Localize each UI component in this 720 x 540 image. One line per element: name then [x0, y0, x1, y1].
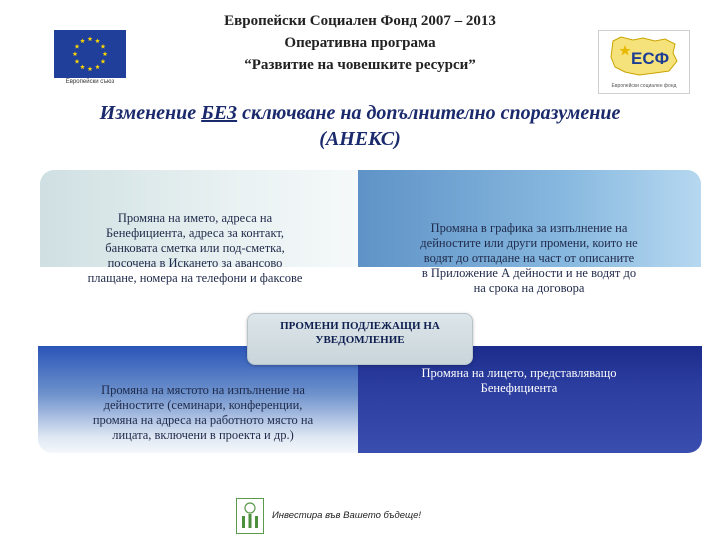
text-line: дейностите (семинари, конференции,	[103, 398, 303, 412]
title-part-2: сключване на допълнително споразумение	[237, 102, 621, 124]
center-line-1: ПРОМЕНИ ПОДЛЕЖАЩИ НА	[280, 320, 440, 332]
text-line: плащане, номера на телефони и факсове	[87, 271, 303, 285]
text-line: Бенефициента	[480, 381, 558, 395]
slide-title-line-1	[20, 100, 700, 126]
text-line: промяна на адреса на работното място на	[92, 413, 314, 427]
eu-star-icon	[75, 59, 80, 64]
esf-logo-text: ЕСФ	[631, 49, 670, 68]
text-line: посочена в Искането за авансово	[107, 256, 283, 270]
text-line: Промяна на мястото на изпълнение на	[101, 383, 305, 397]
eu-star-icon	[88, 66, 93, 71]
title-part-1: Изменение	[99, 102, 202, 124]
eu-star-icon	[95, 64, 100, 69]
header-line-3: “Развитие на човешките ресурси”	[244, 57, 476, 73]
eu-star-icon	[95, 38, 100, 43]
eu-star-icon	[75, 44, 80, 49]
eu-star-icon	[103, 51, 108, 56]
eu-star-icon	[80, 64, 85, 69]
eu-logo	[54, 30, 126, 88]
header-line-2: Оперативна програма	[284, 35, 436, 51]
text-line: Промяна на лицето, представляващо	[421, 366, 617, 380]
center-line-2: УВЕДОМЛЕНИЕ	[315, 334, 405, 346]
text-line: в Приложение А дейности и не водят до	[421, 266, 637, 280]
text-line: водят до отпадане на част от описаните	[423, 251, 635, 265]
center-box-text	[247, 319, 473, 347]
eu-flag-icon	[54, 30, 126, 78]
esf-logo	[598, 30, 690, 94]
title-underlined-word: БЕЗ	[201, 102, 238, 124]
eu-logo-caption: Европейски съюз	[65, 79, 115, 85]
eu-star-icon	[80, 38, 85, 43]
hrd-programme-logo-icon	[236, 498, 264, 534]
slide-title	[20, 100, 700, 152]
text-line: Промяна в графика за изпълнение на	[430, 221, 628, 235]
esf-logo-icon	[599, 31, 689, 83]
text-line: банковата сметка или под-сметка,	[105, 241, 285, 255]
footer-slogan: Инвестира във Вашето бъдеще!	[272, 510, 422, 521]
eu-star-icon	[88, 36, 93, 41]
panel-top-right-text	[362, 221, 696, 296]
header-line-1: Европейски Социален Фонд 2007 – 2013	[224, 13, 496, 29]
text-line: Бенефициента, адреса за контакт,	[105, 226, 285, 240]
eu-star-icon	[101, 59, 106, 64]
panel-bottom-right-text	[376, 366, 662, 396]
text-line: лицата, включени в проекта и др.)	[112, 428, 294, 442]
panel-top-left-text	[30, 211, 360, 286]
text-line: на срока на договора	[473, 281, 585, 295]
programme-header	[140, 10, 580, 76]
panel-bottom-left-text	[40, 383, 366, 443]
eu-star-icon	[101, 44, 106, 49]
esf-logo-caption: Европейски социален фонд	[611, 83, 677, 89]
eu-star-icon	[73, 51, 78, 56]
text-line: дейностите или други промени, които не	[420, 236, 638, 250]
text-line: Промяна на името, адреса на	[117, 211, 273, 225]
slide-title-line-2: (АНЕКС)	[319, 128, 401, 150]
